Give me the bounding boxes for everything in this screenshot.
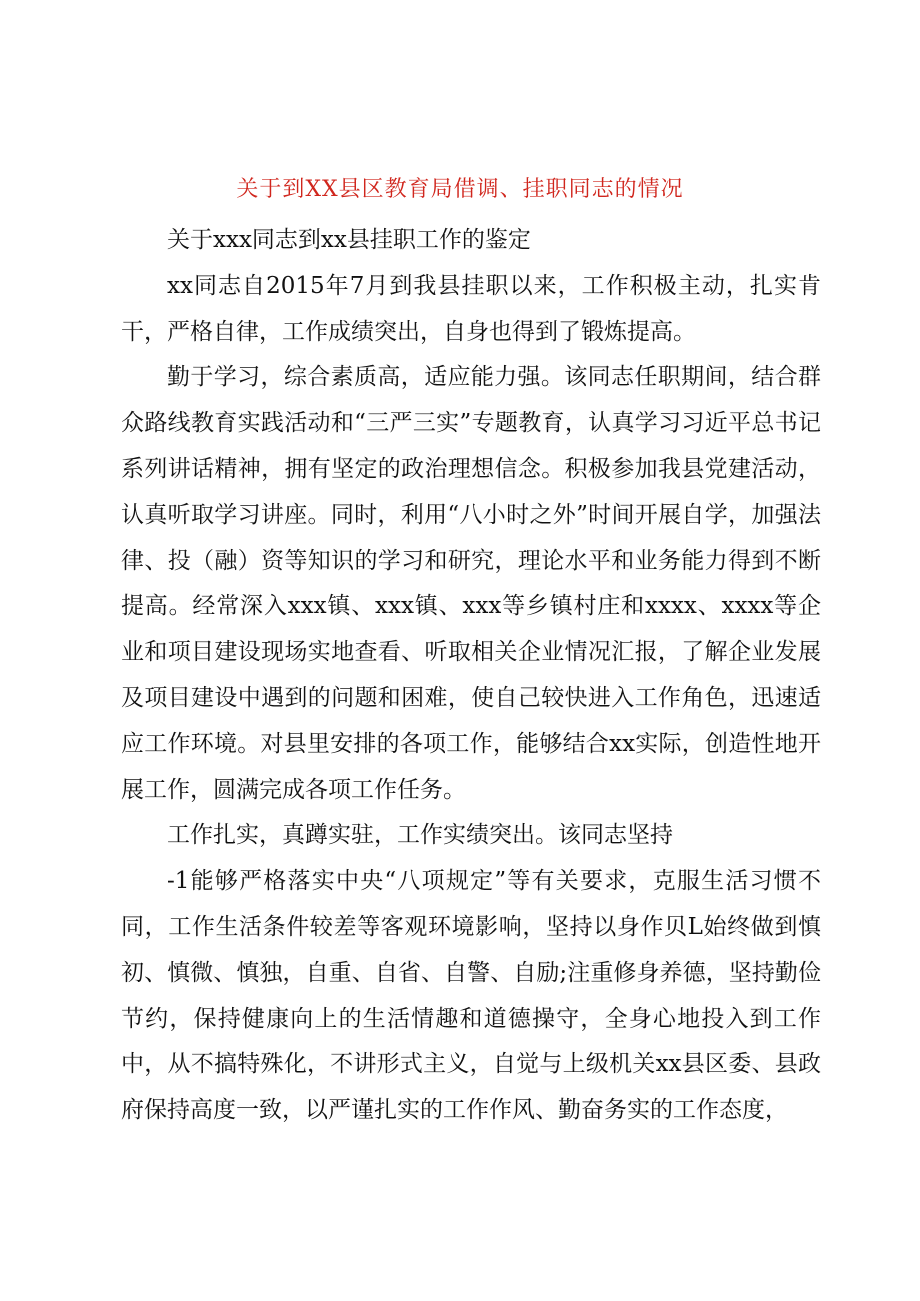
document-title: 关于到XX县区教育局借调、挂职同志的情况 <box>236 177 684 202</box>
paragraph-intro: xx同志自2015年7月到我县挂职以来，工作积极主动，扎实肯干，严格自律，工作成绩突出，自身也得到了锻炼提高。 <box>121 272 821 345</box>
paragraph-work: 工作扎实，真蹲实驻，工作实绩突出。该同志坚持 <box>167 822 673 849</box>
appraisal-heading: 关于xxx同志到xx县挂职工作的鉴定 <box>167 227 531 253</box>
paragraph-study: 勤于学习，综合素质高，适应能力强。该同志任职期间，结合群众路线教育实践活动和“三严三实”专题教育，认真学习习近平总书记系列讲话精神，拥有坚定的政治理想信念。积极参加我县党建活动，认真听取学习讲座。同时，利用“八小时之外”时间开展自学，加强法律、投（融）资等知识的学习和研究，理论水平和业务能力得到不断提高。经常深入xxx镇、xxx镇、xxx等乡镇村庄和xxxx、xxxx等企业和项目建设现场实地查看、听取相关企业情况汇报，了解企业发展及项目建设中遇到的问题和困难，使自己较快进入工作角色，迅速适应工作环境。对县里安排的各项工作，能够结合xx实际，创造性地开展工作，圆满完成各项工作任务。 <box>121 364 821 803</box>
document-body <box>121 218 821 1134</box>
paragraph-discipline: -1能够严格落实中央“八项规定”等有关要求，克服生活习惯不同，工作生活条件较差等客观环境影响，坚持以身作贝L始终做到慎初、慎微、慎独，自重、自省、自警、自励;注重修身养德，坚持勤俭节约，保持健康向上的生活情趣和道德操守，全身心地投入到工作中，从不搞特殊化，不讲形式主义，自觉与上级机关xx县区委、县政府保持高度一致，以严谨扎实的工作作风、勤奋务实的工作态度， <box>121 868 821 1124</box>
